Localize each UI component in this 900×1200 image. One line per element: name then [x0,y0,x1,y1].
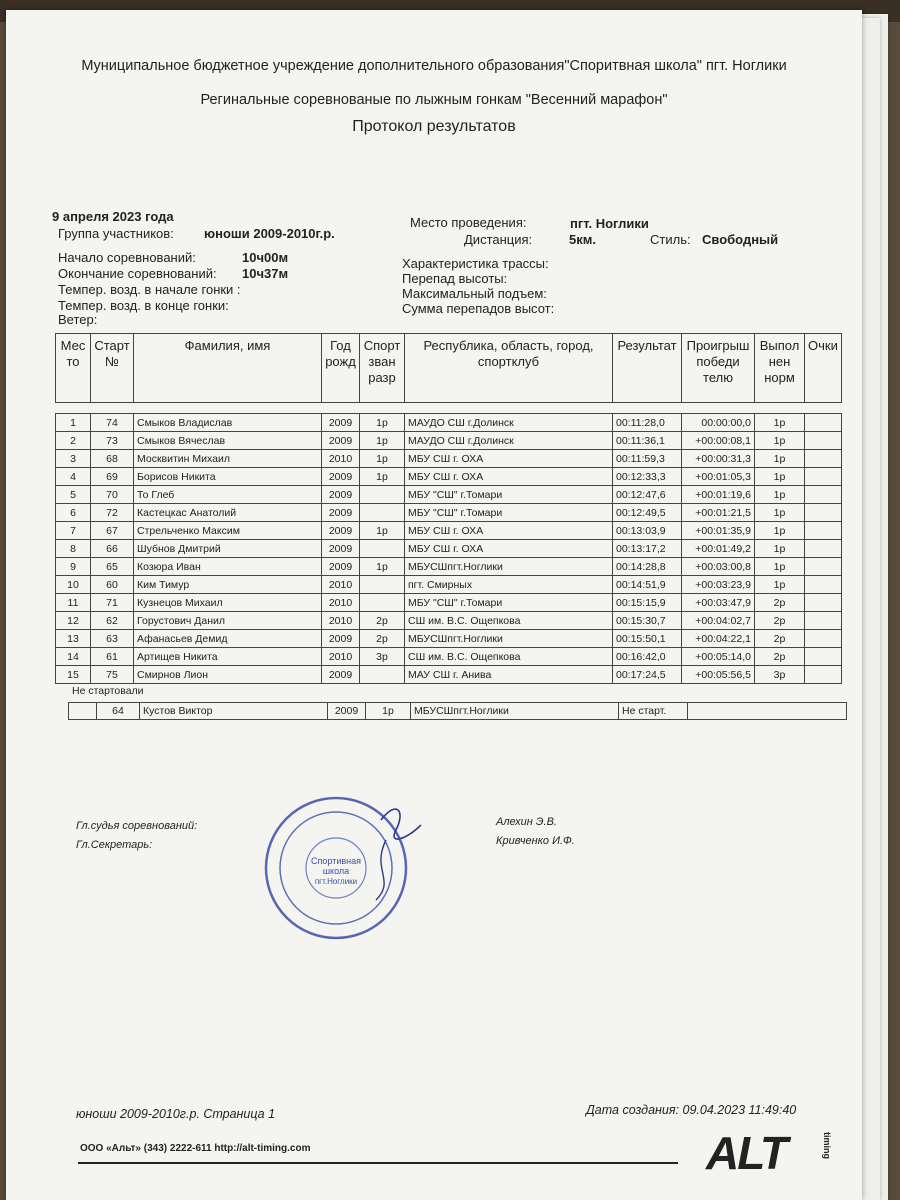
cell-club: МБУ СШ г. ОХА [405,450,613,468]
cell-points [805,648,842,666]
svg-text:пгт.Ноглики: пгт.Ноглики [314,877,358,886]
footer-page-info: юноши 2009-2010г.р. Страница 1 [76,1107,276,1121]
cell-club: МБУ "СШ" г.Томари [405,504,613,522]
cell-norm: 1р [755,540,805,558]
cell-start: 72 [91,504,134,522]
cell-name: Артищев Никита [134,648,322,666]
group-value: юноши 2009-2010г.р. [204,226,335,241]
cell-result: 00:12:49,5 [613,504,682,522]
not-started-label: Не стартовали [72,685,144,697]
svg-text:школа: школа [322,866,350,876]
cell-name: Москвитин Михаил [134,450,322,468]
cell-place: 7 [56,522,91,540]
cell-year: 2009 [322,522,360,540]
footer-company: ООО «Альт» (343) 2222-611 http://alt-timing.com [80,1143,311,1154]
cell-club: СШ им. В.С. Ощепкова [405,612,613,630]
col-header-name: Фамилия, имя [134,334,322,403]
cell-norm: 1р [755,504,805,522]
cell-norm: 2р [755,594,805,612]
page-title: Протокол результатов [352,118,516,135]
cell-name: Ким Тимур [134,576,322,594]
cell-result: 00:15:50,1 [613,630,682,648]
cell-place: 3 [56,450,91,468]
cell-gap: +00:04:22,1 [682,630,755,648]
cell-start: 64 [97,703,140,720]
cell-club: МАУ СШ г. Анива [405,666,613,684]
group-label: Группа участников: [58,226,174,241]
cell-gap: +00:05:56,5 [682,666,755,684]
cell-gap: +00:03:47,9 [682,594,755,612]
table-row [56,522,842,540]
cell-year: 2009 [322,540,360,558]
col-header-gap: Проигрыш победи телю [682,334,755,403]
cell-start: 62 [91,612,134,630]
table-row [56,486,842,504]
cell-norm: 2р [755,630,805,648]
results-table [55,333,842,684]
cell-place: 2 [56,432,91,450]
cell-rank [360,486,405,504]
table-row [56,558,842,576]
cell-points [805,540,842,558]
cell-club: СШ им. В.С. Ощепкова [405,648,613,666]
cell-rank: 1р [360,558,405,576]
cell-name: Смирнов Лион [134,666,322,684]
header-competition: Регинальные соревнованые по лыжным гонкам "Весенний марафон" [200,92,668,108]
cell-points [805,612,842,630]
header-gap-row [56,403,842,414]
cell-gap: +00:01:19,6 [682,486,755,504]
cell-start: 68 [91,450,134,468]
style-value: Свободный [702,232,779,247]
cell-gap: +00:01:35,9 [682,522,755,540]
cell-name: Афанасьев Демид [134,630,322,648]
cell-points [805,504,842,522]
cell-start: 69 [91,468,134,486]
cell-gap: +00:04:02,7 [682,612,755,630]
cell-year: 2010 [322,612,360,630]
secretary-label: Гл.Секретарь: [76,839,153,851]
cell-result: 00:14:51,9 [613,576,682,594]
cell-points [805,666,842,684]
table-row [56,450,842,468]
cell-place: 6 [56,504,91,522]
col-header-club: Республика, область, город, спортклуб [405,334,613,403]
cell-place: 9 [56,558,91,576]
cell-points [805,576,842,594]
cell-gap: +00:01:05,3 [682,468,755,486]
cell-year: 2009 [322,486,360,504]
distance-value: 5км. [569,232,596,247]
cell-gap: +00:03:23,9 [682,576,755,594]
cell-year: 2009 [322,630,360,648]
cell-club: МБУСШпгт.Ноглики [405,558,613,576]
sum-diff-label: Сумма перепадов высот: [402,301,555,316]
cell-year: 2010 [322,450,360,468]
table-header-row [56,334,842,403]
cell-gap: 00:00:00,0 [682,414,755,432]
distance-label: Дистанция: [464,232,533,247]
style-label: Стиль: [650,232,691,247]
cell-start: 71 [91,594,134,612]
cell-result: 00:13:03,9 [613,522,682,540]
not-started-table [68,702,847,720]
cell-result: 00:15:30,7 [613,612,682,630]
cell-name: Кустов Виктор [140,703,328,720]
col-header-place: Мес то [56,334,91,403]
table-row [56,540,842,558]
cell-name: Горустович Данил [134,612,322,630]
cell-result: 00:11:36,1 [613,432,682,450]
cell-name: Борисов Никита [134,468,322,486]
table-row [56,666,842,684]
col-header-year: Год рожд [322,334,360,403]
table-row [56,630,842,648]
max-climb-label: Максимальный подъем: [402,286,547,301]
cell-gap: +00:01:21,5 [682,504,755,522]
cell-name: Козюра Иван [134,558,322,576]
cell-start: 60 [91,576,134,594]
table-row [56,414,842,432]
cell-rank: 1р [360,468,405,486]
footer-divider [78,1162,678,1164]
cell-place: 8 [56,540,91,558]
cell-result: 00:11:28,0 [613,414,682,432]
cell-gap: +00:05:14,0 [682,648,755,666]
cell-gap: +00:00:08,1 [682,432,755,450]
cell-gap: +00:00:31,3 [682,450,755,468]
cell-points [805,432,842,450]
track-label: Характеристика трассы: [402,256,549,271]
table-row [56,576,842,594]
cell-year: 2009 [322,666,360,684]
col-header-norm: Выпол нен норм [755,334,805,403]
cell-points [805,468,842,486]
cell-club: МБУСШпгт.Ноглики [411,703,619,720]
cell-place: 4 [56,468,91,486]
cell-norm: 2р [755,612,805,630]
table-row [56,648,842,666]
cell-norm: 1р [755,522,805,540]
cell-club: МБУСШпгт.Ноглики [405,630,613,648]
svg-text:Спортивная: Спортивная [311,856,361,866]
alt-logo-sub: timing [822,1132,832,1159]
col-header-start: Старт № [91,334,134,403]
cell-club: МАУДО СШ г.Долинск [405,432,613,450]
start-label: Начало соревнований: [58,250,196,265]
cell-start: 66 [91,540,134,558]
cell-points [805,486,842,504]
cell-place: 1 [56,414,91,432]
cell-club: МБУ СШ г. ОХА [405,468,613,486]
table-row [56,612,842,630]
cell-year: 2010 [322,648,360,666]
table-row [56,504,842,522]
table-row [56,432,842,450]
cell-rank: 1р [360,522,405,540]
results-body [56,403,842,684]
cell-club: МБУ "СШ" г.Томари [405,594,613,612]
cell-rank: 1р [360,450,405,468]
cell-result: 00:14:28,8 [613,558,682,576]
cell-rank: 3р [360,648,405,666]
cell-norm: 3р [755,666,805,684]
cell-norm: 1р [755,450,805,468]
cell-rank: 2р [360,612,405,630]
cell-place: 12 [56,612,91,630]
cell-name: Смыков Вячеслав [134,432,322,450]
cell-name: Смыков Владислав [134,414,322,432]
start-value: 10ч00м [242,250,289,265]
cell-norm: 1р [755,468,805,486]
cell-norm: 1р [755,414,805,432]
cell-points [805,522,842,540]
col-header-result: Результат [613,334,682,403]
table-row [56,594,842,612]
footer-created: Дата создания: 09.04.2023 11:49:40 [586,1103,797,1117]
cell-result: 00:13:17,2 [613,540,682,558]
cell-club: МАУДО СШ г.Долинск [405,414,613,432]
document-page [6,10,862,1200]
cell-points [805,414,842,432]
cell-points [805,558,842,576]
cell-start: 74 [91,414,134,432]
cell-place: 14 [56,648,91,666]
alt-logo: ALT [706,1127,787,1179]
place-label: Место проведения: [410,215,527,230]
cell-start: 61 [91,648,134,666]
table-row [56,468,842,486]
cell-result: 00:17:24,5 [613,666,682,684]
cell-name: Шубнов Дмитрий [134,540,322,558]
cell-year: 2009 [322,468,360,486]
cell-name: Кузнецов Михаил [134,594,322,612]
cell-rank: 1р [360,414,405,432]
cell-points [805,594,842,612]
cell-start: 67 [91,522,134,540]
cell-year: 2009 [322,414,360,432]
cell-start: 75 [91,666,134,684]
cell-place: 13 [56,630,91,648]
cell-place: 11 [56,594,91,612]
cell-result: Не старт. [619,703,688,720]
cell-start: 63 [91,630,134,648]
cell-name: Кастецкас Анатолий [134,504,322,522]
cell-year: 2009 [322,432,360,450]
cell-year: 2009 [328,703,366,720]
date: 9 апреля 2023 года [52,209,174,224]
end-label: Окончание соревнований: [58,266,217,281]
wind-label: Ветер: [58,312,98,327]
cell-result: 00:12:47,6 [613,486,682,504]
height-diff-label: Перепад высоты: [402,271,508,286]
cell-place: 5 [56,486,91,504]
cell-club: МБУ "СШ" г.Томари [405,486,613,504]
cell-name: То Глеб [134,486,322,504]
cell-result: 00:11:59,3 [613,450,682,468]
cell-year: 2010 [322,576,360,594]
cell-result: 00:16:42,0 [613,648,682,666]
cell-rank: 1р [366,703,411,720]
cell-points [805,630,842,648]
col-header-points: Очки [805,334,842,403]
official-stamp [256,790,426,940]
cell-norm: 1р [755,576,805,594]
cell-club: МБУ СШ г. ОХА [405,540,613,558]
place-value: пгт. Ноглики [570,216,649,231]
cell-club: МБУ СШ г. ОХА [405,522,613,540]
cell-norm: 2р [755,648,805,666]
temp-end-label: Темпер. возд. в конце гонки: [58,298,229,313]
cell-name: Стрельченко Максим [134,522,322,540]
cell-rank [360,666,405,684]
cell-rank [360,540,405,558]
cell-place: 15 [56,666,91,684]
judge-label: Гл.судья соревнований: [76,820,198,832]
end-value: 10ч37м [242,266,289,281]
cell-year: 2009 [322,504,360,522]
cell-place: 10 [56,576,91,594]
cell-gap: +00:01:49,2 [682,540,755,558]
cell-norm: 1р [755,558,805,576]
cell-norm: 1р [755,486,805,504]
cell-start: 65 [91,558,134,576]
cell-rank: 1р [360,432,405,450]
cell-start: 70 [91,486,134,504]
cell-norm: 1р [755,432,805,450]
cell-year: 2009 [322,558,360,576]
cell-year: 2010 [322,594,360,612]
table-row [69,703,847,720]
col-header-rank: Спорт зван разр [360,334,405,403]
cell-club: пгт. Смирных [405,576,613,594]
cell-gap: +00:03:00,8 [682,558,755,576]
temp-start-label: Темпер. возд. в начале гонки : [58,282,241,297]
cell-start: 73 [91,432,134,450]
header-organization: Муниципальное бюджетное учреждение дополнительного образования"Споритвная школа" пгт. Ноглики [81,58,787,74]
cell-rank [360,594,405,612]
secretary-name: Кривченко И.Ф. [496,835,575,847]
judge-name: Алехин Э.В. [496,816,557,828]
cell-result: 00:15:15,9 [613,594,682,612]
cell-rank: 2р [360,630,405,648]
cell-result: 00:12:33,3 [613,468,682,486]
cell-points [805,450,842,468]
cell-rank [360,576,405,594]
cell-rank [360,504,405,522]
